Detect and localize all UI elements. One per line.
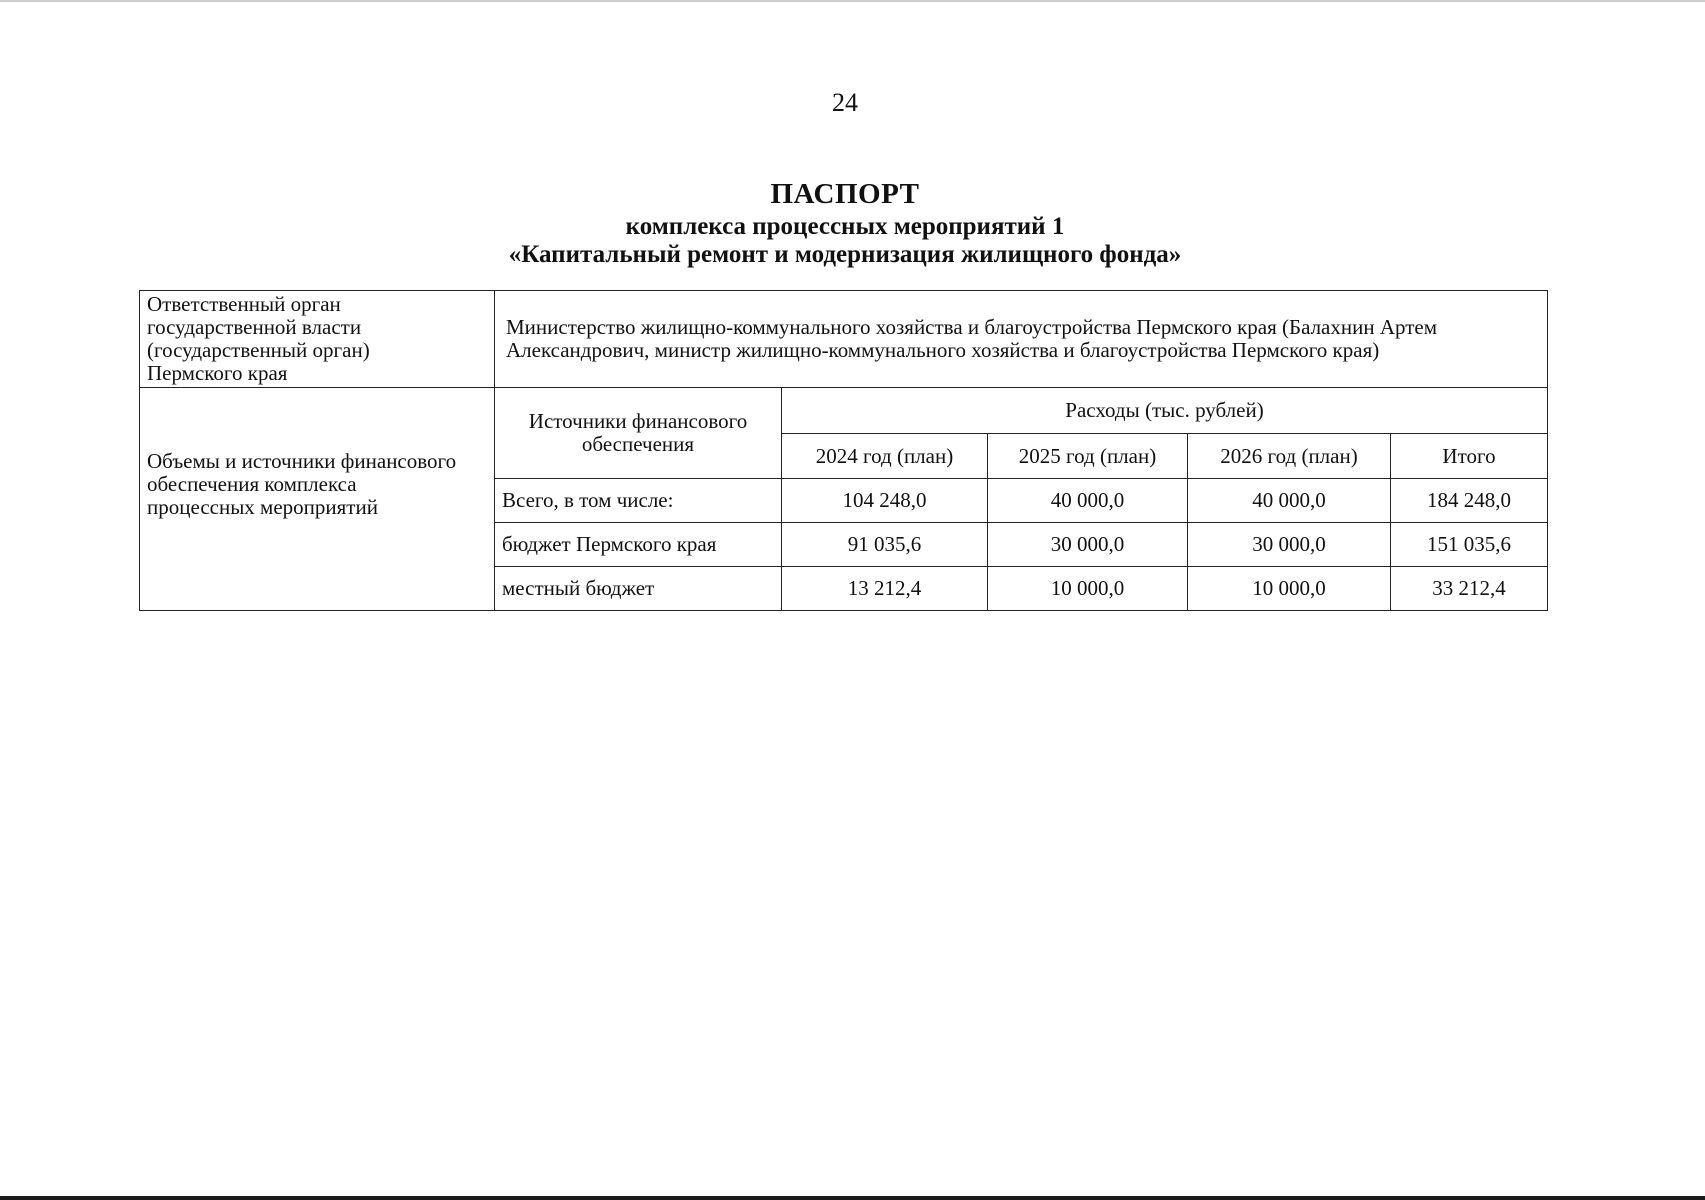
expenses-header-cell: Расходы (тыс. рублей) [782,388,1548,434]
value-cell: 10 000,0 [1188,567,1391,611]
page-number: 24 [832,88,858,117]
value-cell: 184 248,0 [1391,479,1548,523]
financing-label-line: Объемы и источники финансового [147,449,457,473]
value-cell: 30 000,0 [988,523,1188,567]
value-cell: 40 000,0 [1188,479,1391,523]
responsible-label-line: Ответственный орган [147,292,341,316]
value-cell: 30 000,0 [1188,523,1391,567]
responsible-value-line: Александрович, министр жилищно-коммунального хозяйства и благоустройства Пермского края) [506,338,1380,362]
responsible-value-line: Министерство жилищно-коммунального хозяйства и благоустройства Пермского края (Балахнин Артем [506,315,1438,339]
value-cell: 10 000,0 [988,567,1188,611]
source-name-cell: местный бюджет [495,567,782,611]
document-subtitle-line2: «Капитальный ремонт и модернизация жилищного фонда» [508,241,1182,268]
passport-table [139,290,1548,611]
responsible-label-line: Пермского края [147,361,288,385]
responsible-label-cell [140,291,495,388]
column-header-2026: 2026 год (план) [1188,434,1391,479]
document-subtitle-line1: комплекса процессных мероприятий 1 [625,213,1065,240]
sources-header-line: Источники финансового [528,409,748,433]
responsible-row [140,291,1548,388]
source-name-cell: Всего, в том числе: [495,479,782,523]
document-title-block [0,176,1690,268]
financing-label-line: обеспечения комплекса [147,472,357,496]
value-cell: 33 212,4 [1391,567,1548,611]
financing-label-cell [140,388,495,611]
value-cell: 151 035,6 [1391,523,1548,567]
sources-header-cell [495,388,782,479]
document-title: ПАСПОРТ [770,178,920,210]
value-cell: 40 000,0 [988,479,1188,523]
value-cell: 91 035,6 [782,523,988,567]
column-header-total: Итого [1391,434,1548,479]
column-header-2024: 2024 год (план) [782,434,988,479]
scan-bottom-edge [0,1196,1705,1200]
financing-header-row [140,388,1548,434]
source-name-cell: бюджет Пермского края [495,523,782,567]
financing-label-line: процессных мероприятий [147,495,378,519]
value-cell: 13 212,4 [782,567,988,611]
column-header-2025: 2025 год (план) [988,434,1188,479]
responsible-label-line: (государственный орган) [147,338,370,362]
scan-top-edge [0,0,1705,2]
responsible-value-cell [495,291,1548,388]
value-cell: 104 248,0 [782,479,988,523]
sources-header-line: обеспечения [581,432,695,456]
responsible-label-line: государственной власти [147,315,362,339]
